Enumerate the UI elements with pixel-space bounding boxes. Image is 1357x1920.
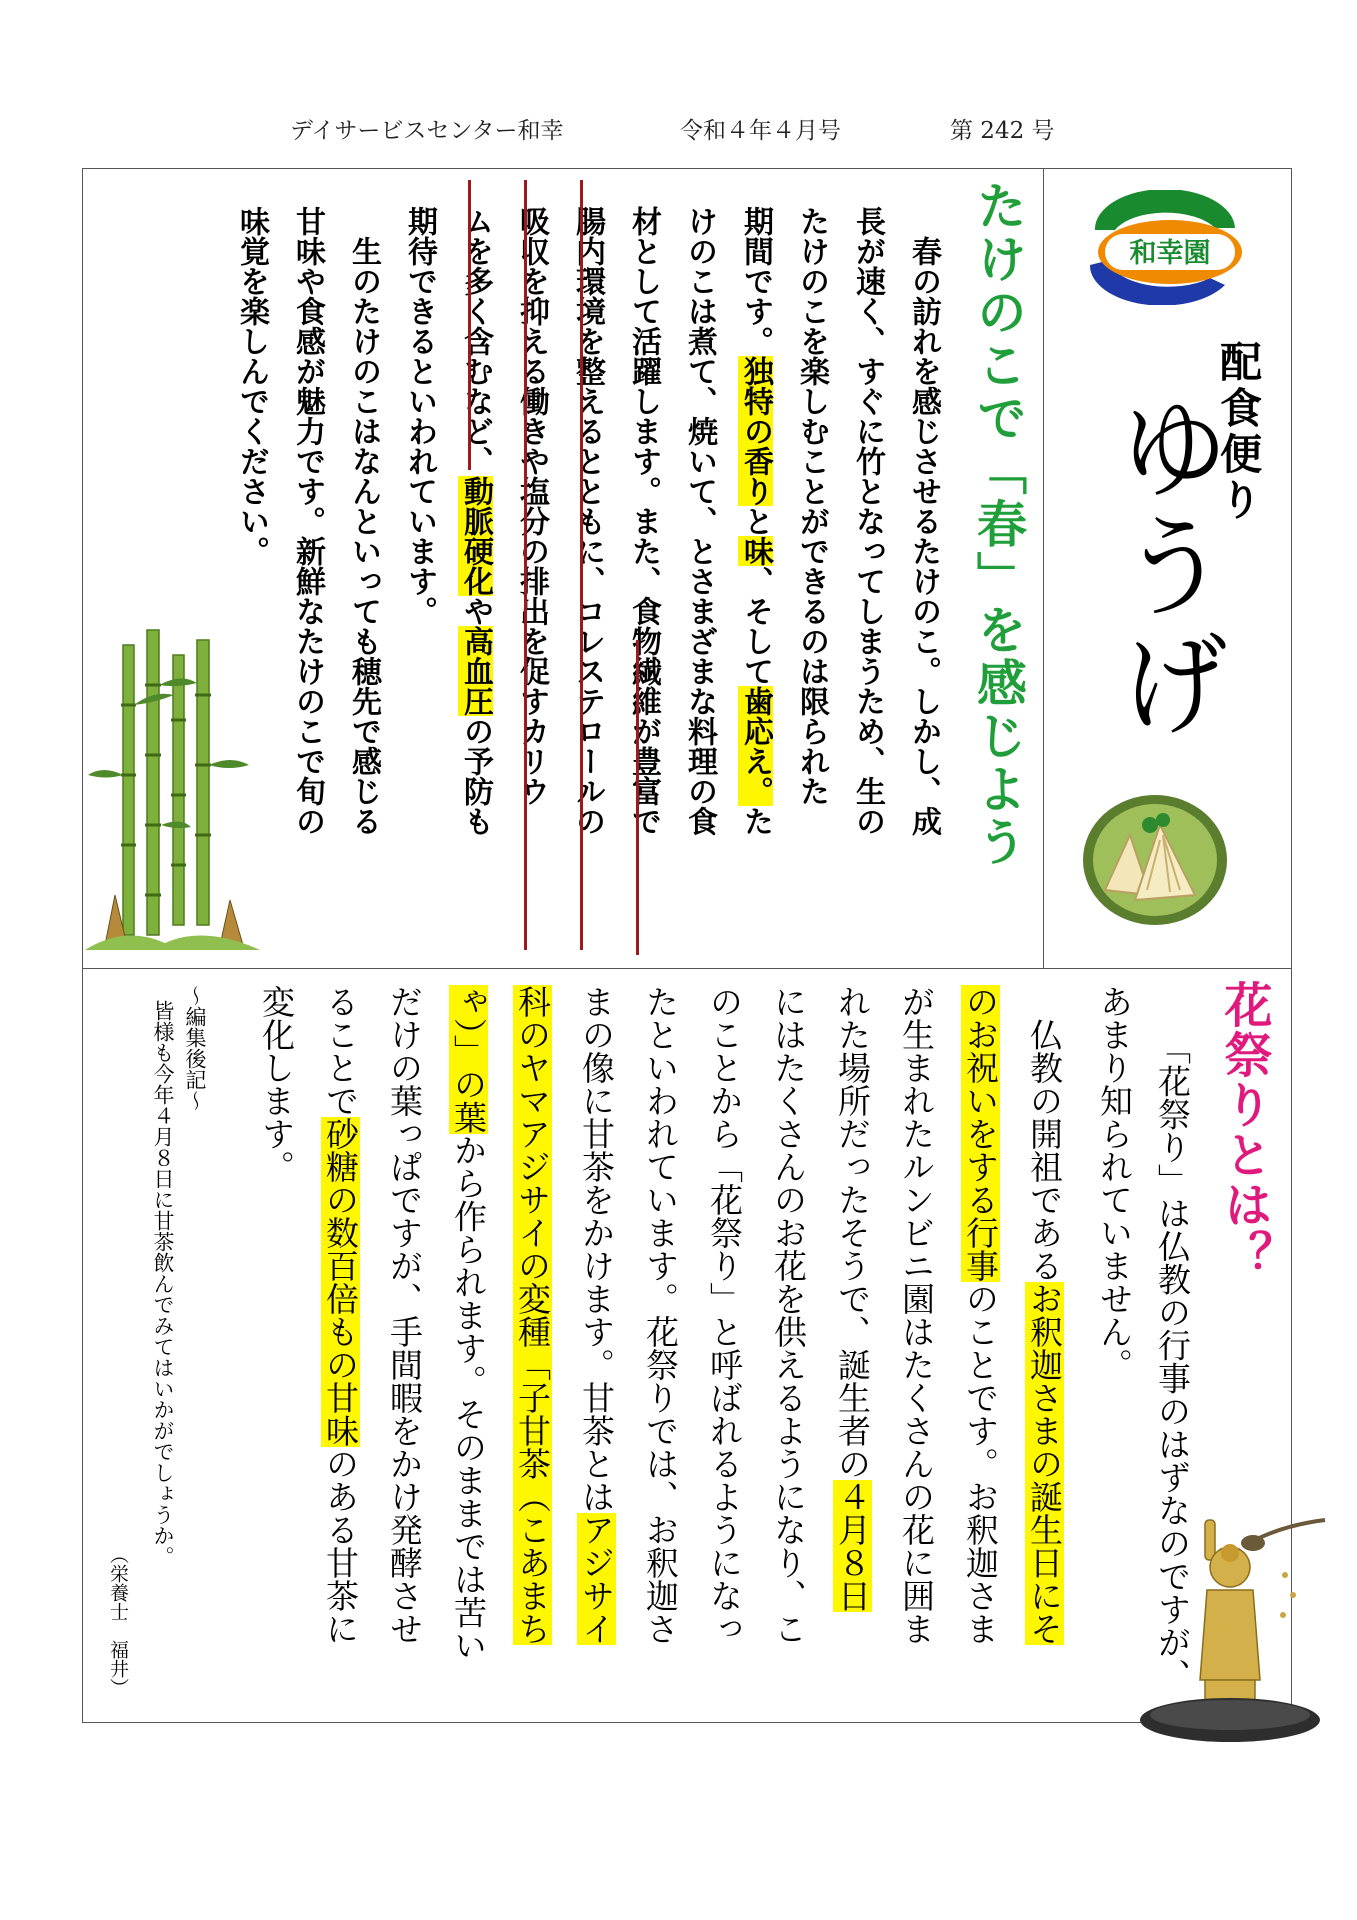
masthead-title: ゆうげ bbox=[1100, 390, 1230, 744]
hm-col-2: あまり知られていません。 bbox=[1095, 985, 1134, 1381]
editor-note-heading: ～編集後記～ bbox=[183, 985, 207, 1111]
tk-col-9: ムを多く含むなど、動脈硬化や高血圧の予防も bbox=[458, 206, 493, 836]
hm-col-15: 変化します。 bbox=[257, 985, 296, 1183]
hm-col-7: にはたくさんのお花を供えるようになり、こ bbox=[769, 985, 808, 1645]
tk-col-11: 生のたけのこはなんといっても穂先で感じる bbox=[346, 206, 381, 836]
logo-text: 和幸園 bbox=[1129, 238, 1211, 269]
hm-col-1: 「花祭り」は仏教の行事のはずなのですが、 bbox=[1153, 1015, 1192, 1692]
tk-col-1: 春の訪れを感じさせるたけのこ。しかし、成 bbox=[906, 206, 941, 836]
hm-col-13: だけの葉っぱですが、手間暇をかけ発酵させ bbox=[385, 985, 424, 1645]
underline-fiber bbox=[636, 640, 639, 955]
tk-col-3: たけのこを楽しむことができるのは限られた bbox=[794, 206, 829, 806]
hm-col-12: ゃ）」の葉から作られます。そのままでは苦い bbox=[449, 985, 488, 1662]
underline-potassium bbox=[468, 180, 471, 470]
section-divider bbox=[82, 968, 1292, 969]
hm-col-14: ることで砂糖の数百倍もの甘味のある甘茶に bbox=[321, 985, 360, 1645]
hm-col-10: まの像に甘茶をかけます。甘茶とはアジサイ bbox=[577, 985, 616, 1645]
hm-col-4: のお祝いをする行事のことです。お釈迦さま bbox=[961, 985, 1000, 1645]
issue-number: 第 242 号 bbox=[950, 118, 1055, 144]
tk-col-13: 味覚を楽しんでください。 bbox=[234, 206, 269, 566]
tk-col-4: 期間です。独特の香りと味、そして歯応え。た bbox=[738, 206, 773, 836]
tk-col-6: 材として活躍します。また、食物繊維が豊富で bbox=[626, 206, 661, 836]
takenoko-headline: たけのこで「春」を感じよう bbox=[969, 180, 1027, 869]
takenoko-dish-illustration bbox=[1075, 780, 1235, 930]
issue-header bbox=[290, 112, 1090, 152]
hm-col-9: たといわれています。花祭りでは、お釈迦さ bbox=[641, 985, 680, 1645]
masthead-subtitle: 配食便り bbox=[1214, 340, 1263, 524]
buddha-statue-illustration bbox=[1135, 1505, 1335, 1765]
underline-intestine bbox=[580, 180, 583, 950]
bamboo-illustration bbox=[85, 625, 260, 955]
tk-col-2: 長が速く、すぐに竹となってしまうため、生の bbox=[850, 206, 885, 836]
hm-col-6: れた場所だったそうで、誕生者の４月８日 bbox=[833, 985, 872, 1612]
tk-col-12: 甘味や食感が魅力です。新鮮なたけのこで旬の bbox=[290, 206, 325, 836]
masthead-divider bbox=[1043, 168, 1044, 968]
tk-col-8: 吸収を抑える働きや塩分の排出を促すカリウ bbox=[514, 206, 549, 806]
wakoen-logo bbox=[1075, 190, 1250, 305]
underline-absorption bbox=[524, 180, 527, 950]
hanamatsuri-headline: 花祭りとは？ bbox=[1216, 980, 1272, 1280]
center-name: デイサービスセンター和幸 bbox=[290, 118, 564, 144]
hm-col-11: 科のヤマアジサイの変種「子甘茶（こあまち bbox=[513, 985, 552, 1645]
tk-col-5: けのこは煮て、焼いて、とさまざまな料理の食 bbox=[682, 206, 717, 836]
editor-note-signature: （栄養士 福井） bbox=[107, 1545, 129, 1697]
hm-col-5: が生まれたルンビニ園はたくさんの花に囲ま bbox=[897, 985, 936, 1645]
tk-col-7: 腸内環境を整えるとともに、コレステロールの bbox=[570, 206, 605, 836]
issue-date: 令和４年４月号 bbox=[680, 118, 841, 144]
tk-col-10: 期待できるといわれています。 bbox=[402, 206, 437, 626]
hm-col-3: 仏教の開祖であるお釈迦さまの誕生日にそ bbox=[1025, 985, 1064, 1645]
hm-col-8: のことから「花祭り」と呼ばれるようになっ bbox=[705, 985, 744, 1645]
editor-note-text: 皆様も今年４月８日に甘茶飲んでみてはいかがでしょうか。 bbox=[151, 1000, 175, 1567]
